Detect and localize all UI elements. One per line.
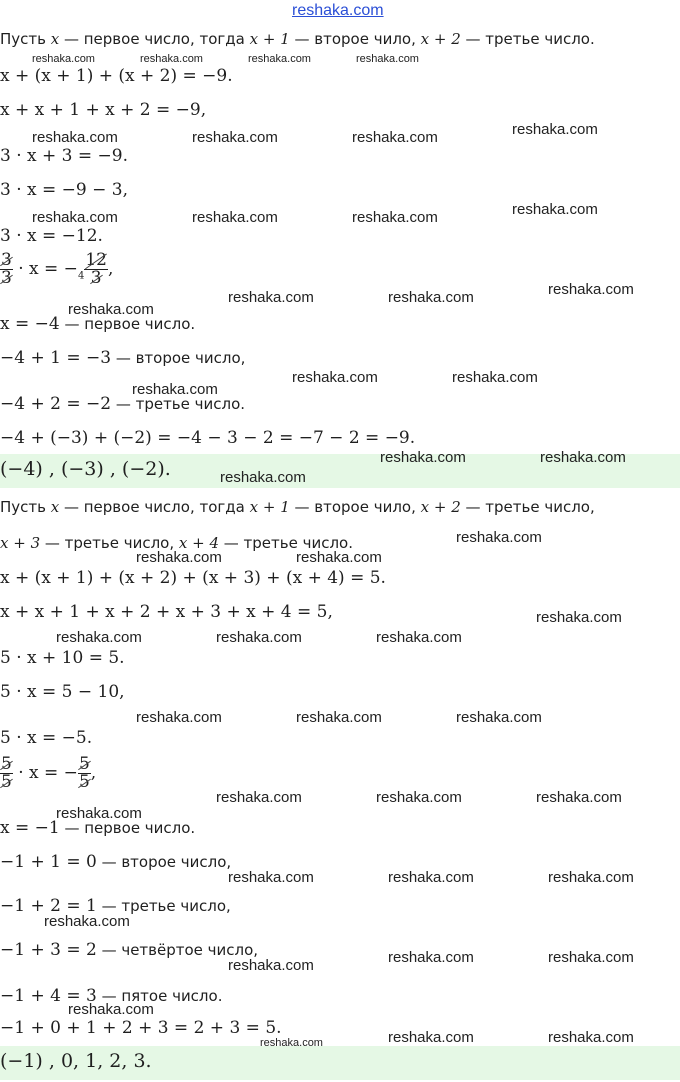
denominator: 5 [1,772,12,792]
result-line [0,852,231,872]
watermark: reshaka.com [228,869,314,886]
intro-math: x [50,498,60,516]
intro-math: x + 1 [249,498,290,516]
watermark: reshaka.com [356,53,419,65]
result-math: −1 + 1 = 0 [0,852,97,872]
intro-line [0,30,595,48]
intro-text: — первое число, тогда [59,498,250,516]
equation: 5 · x = 5 − 10, [0,682,125,702]
result-text: — четвёртое число, [96,941,259,959]
watermark: reshaka.com [352,129,438,146]
answer-text: (−1) , 0, 1, 2, 3. [0,1050,152,1072]
denominator: 3 [90,268,102,288]
watermark: reshaka.com [380,449,466,466]
result-math: −1 + 3 = 2 [0,940,97,960]
equation: x + x + 1 + x + 2 + x + 3 + x + 4 = 5, [0,602,333,622]
equation: x + (x + 1) + (x + 2) = −9. [0,66,233,86]
result-text: — второе число, [111,349,246,367]
watermark: reshaka.com [456,709,542,726]
fraction [0,756,13,791]
equation: 3 · x + 3 = −9. [0,146,128,166]
watermark: reshaka.com [536,789,622,806]
numerator: 12 [85,250,107,270]
watermark: reshaka.com [456,529,542,546]
watermark: reshaka.com [452,369,538,386]
result-text: — третье число. [111,395,246,413]
watermark: reshaka.com [56,805,142,822]
equation: 5 · x + 10 = 5. [0,648,125,668]
watermark: reshaka.com [136,709,222,726]
site-link[interactable]: reshaka.com [292,2,384,19]
intro-text: — третье число. [460,30,595,48]
intro-math: x + 3 [0,534,41,552]
watermark: reshaka.com [136,549,222,566]
answer-text: (−4) , (−3) , (−2). [0,458,171,480]
watermark: reshaka.com [68,1001,154,1018]
result-line [0,940,258,960]
result-math: −1 + 4 = 3 [0,986,97,1006]
result-math: x = −1 [0,818,60,838]
numerator: 5 [78,754,90,774]
fraction [0,252,13,287]
reduced-value: 4 [77,270,85,282]
fraction-equation [0,756,96,791]
equation: 3 · x = −9 − 3, [0,180,128,200]
watermark: reshaka.com [296,549,382,566]
watermark: reshaka.com [260,1037,323,1049]
check-equation: −4 + (−3) + (−2) = −4 − 3 − 2 = −7 − 2 = −9. [0,428,416,448]
intro-text: — третье число, [460,498,595,516]
watermark: reshaka.com [548,869,634,886]
result-text: — первое число. [59,315,196,333]
intro-text: — первое число, тогда [59,30,250,48]
watermark: reshaka.com [512,121,598,138]
equation: x + (x + 1) + (x + 2) + (x + 3) + (x + 4) = 5. [0,568,386,588]
intro-text: — второе чило, [289,30,421,48]
watermark: reshaka.com [44,913,130,930]
watermark: reshaka.com [56,629,142,646]
watermark: reshaka.com [248,53,311,65]
intro-math: x + 4 [178,534,219,552]
watermark: reshaka.com [388,949,474,966]
watermark: reshaka.com [132,381,218,398]
intro-text: — третье число. [218,534,353,552]
watermark: reshaka.com [548,281,634,298]
intro-text: — третье число, [40,534,179,552]
intro-text: Пусть [0,498,51,516]
equation-end: , [90,763,97,783]
watermark: reshaka.com [540,449,626,466]
watermark: reshaka.com [352,209,438,226]
result-math: −4 + 1 = −3 [0,348,112,368]
watermark: reshaka.com [296,709,382,726]
intro-math: x + 2 [420,498,461,516]
watermark: reshaka.com [32,129,118,146]
watermark: reshaka.com [140,53,203,65]
watermark: reshaka.com [548,949,634,966]
watermark: reshaka.com [292,369,378,386]
intro-text: Пусть [0,30,51,48]
watermark: reshaka.com [536,609,622,626]
watermark: reshaka.com [32,209,118,226]
watermark: reshaka.com [376,789,462,806]
equation: x + x + 1 + x + 2 = −9, [0,100,207,120]
result-math: −4 + 2 = −2 [0,394,112,414]
denominator: 3 [1,268,12,288]
equation-middle: · x = − [12,259,78,279]
result-text: — первое число. [59,819,196,837]
result-math: −1 + 2 = 1 [0,896,97,916]
answer-box [0,1046,680,1080]
watermark: reshaka.com [388,289,474,306]
watermark: reshaka.com [192,209,278,226]
numerator: 5 [1,754,12,774]
watermark: reshaka.com [548,1029,634,1046]
watermark: reshaka.com [512,201,598,218]
result-line [0,348,245,368]
equation-middle: · x = − [12,763,78,783]
check-equation: −1 + 0 + 1 + 2 + 3 = 2 + 3 = 5. [0,1018,282,1038]
intro-math: x [50,30,60,48]
equation: 5 · x = −5. [0,728,93,748]
watermark: reshaka.com [388,869,474,886]
watermark: reshaka.com [68,301,154,318]
result-text: — пятое число. [96,987,223,1005]
result-text: — второе число, [96,853,232,871]
result-math: x = −4 [0,314,60,334]
fraction [78,756,91,791]
intro-math: x + 2 [420,30,461,48]
watermark: reshaka.com [216,629,302,646]
watermark: reshaka.com [220,469,306,486]
watermark: reshaka.com [228,289,314,306]
intro-text: — второе чило, [289,498,421,516]
fraction [84,252,108,287]
watermark: reshaka.com [228,957,314,974]
watermark: reshaka.com [388,1029,474,1046]
watermark: reshaka.com [216,789,302,806]
result-text: — третье число, [96,897,231,915]
intro-line [0,498,595,516]
intro-math: x + 1 [249,30,290,48]
equation-end: , [107,259,114,279]
numerator: 3 [1,250,12,270]
fraction-equation [0,252,113,287]
equation: 3 · x = −12. [0,226,103,246]
watermark: reshaka.com [192,129,278,146]
denominator: 5 [78,772,90,792]
watermark: reshaka.com [32,53,95,65]
watermark: reshaka.com [376,629,462,646]
